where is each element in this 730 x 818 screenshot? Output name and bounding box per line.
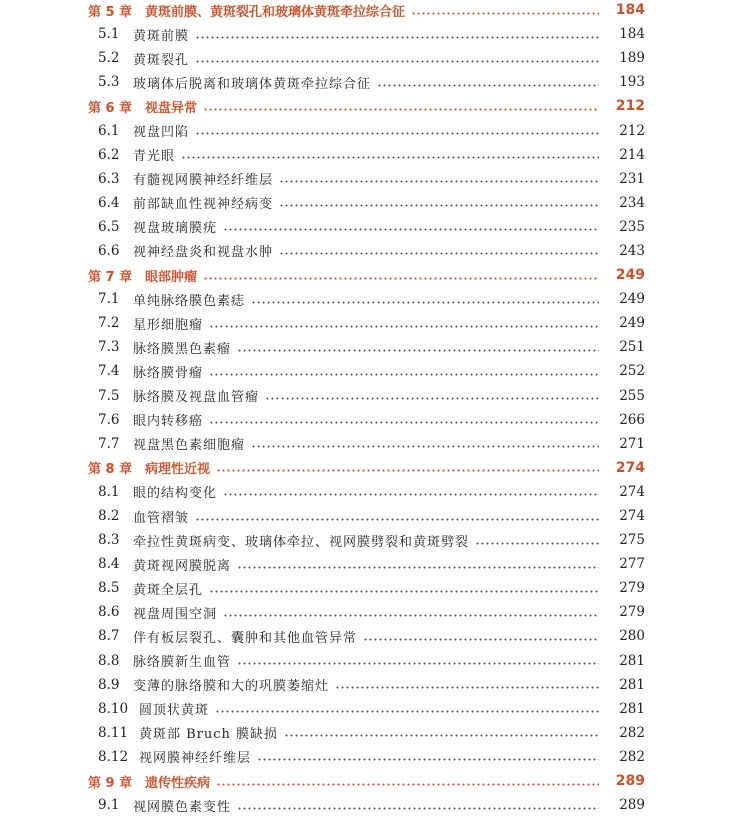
toc-item-row[interactable] (0, 384, 730, 408)
entry-title: 黄斑前膜、黄斑裂孔和玻璃体黄斑牵拉综合征 (145, 4, 406, 20)
page-number: 289 (615, 773, 645, 790)
entry-number: 8.9 (98, 676, 120, 693)
dot-leader (195, 518, 599, 521)
entry-number: 7.4 (98, 363, 120, 380)
dot-leader (216, 469, 599, 472)
dot-leader (209, 325, 599, 328)
entry-title: 眼的结构变化 (133, 486, 218, 502)
entry-title: 星形细胞瘤 (133, 317, 204, 333)
entry-number: 8.3 (98, 532, 120, 549)
entry-title: 有髓视网膜神经纤维层 (133, 173, 274, 189)
dot-leader (237, 807, 599, 810)
dot-leader (411, 12, 599, 15)
entry-number: 5.2 (98, 50, 120, 67)
page-number: 251 (619, 339, 645, 356)
entry-number: 第 9 章 (88, 775, 133, 791)
toc-chapter-row[interactable] (0, 456, 730, 480)
page-number: 281 (619, 700, 645, 717)
dot-leader (209, 590, 599, 593)
dot-leader (237, 349, 599, 352)
dot-leader (284, 734, 599, 737)
page-number: 193 (619, 74, 645, 91)
dot-leader (215, 710, 599, 713)
page-number: 243 (619, 242, 645, 259)
dot-leader (203, 108, 599, 111)
toc-chapter-row[interactable] (0, 263, 730, 287)
entry-title: 黄斑部 Bruch 膜缺损 (139, 727, 279, 743)
entry-number: 8.1 (98, 483, 120, 500)
page-number: 266 (619, 411, 645, 428)
dot-leader (203, 277, 599, 280)
toc-item-row[interactable] (0, 528, 730, 552)
entry-title: 眼内转移癌 (133, 414, 204, 430)
dot-leader (237, 662, 599, 665)
toc-item-row[interactable] (0, 649, 730, 673)
entry-title: 单纯脉络膜色素痣 (133, 293, 246, 309)
entry-number: 7.7 (98, 435, 120, 452)
dot-leader (195, 132, 599, 135)
dot-leader (279, 252, 599, 255)
toc-item-row[interactable] (0, 697, 730, 721)
entry-title: 变薄的脉络膜和大的巩膜萎缩灶 (133, 679, 330, 695)
entry-number: 5.1 (98, 26, 120, 43)
dot-leader (195, 36, 599, 39)
page-number: 282 (619, 724, 645, 741)
page-number: 184 (619, 26, 645, 43)
page-number: 231 (619, 170, 645, 187)
entry-number: 8.11 (98, 724, 129, 741)
toc-item-row[interactable] (0, 793, 730, 817)
page-number: 281 (619, 652, 645, 669)
page-number: 274 (619, 508, 645, 525)
toc-item-row[interactable] (0, 143, 730, 167)
page-number: 234 (619, 194, 645, 211)
toc-item-row[interactable] (0, 239, 730, 263)
toc-item-row[interactable] (0, 600, 730, 624)
toc-chapter-row[interactable] (0, 769, 730, 793)
entry-number: 8.12 (98, 748, 129, 765)
page-number: 212 (619, 122, 645, 139)
entry-title: 前部缺血性视神经病变 (133, 197, 274, 213)
entry-number: 7.5 (98, 387, 120, 404)
entry-number: 7.1 (98, 291, 120, 308)
toc-chapter-row[interactable] (0, 0, 730, 22)
dot-leader (265, 397, 599, 400)
entry-number: 7.2 (98, 315, 120, 332)
toc-item-row[interactable] (0, 287, 730, 311)
page-number: 279 (619, 580, 645, 597)
entry-number: 第 7 章 (88, 269, 133, 285)
toc-item-row[interactable] (0, 70, 730, 94)
entry-number: 6.2 (98, 146, 120, 163)
entry-title: 青光眼 (133, 149, 176, 165)
page-number: 274 (619, 483, 645, 500)
toc-item-row[interactable] (0, 721, 730, 745)
entry-number: 6.4 (98, 194, 120, 211)
page-number: 184 (615, 2, 645, 19)
page-number: 214 (619, 146, 645, 163)
entry-number: 6.1 (98, 122, 120, 139)
toc-item-row[interactable] (0, 576, 730, 600)
entry-number: 9.1 (98, 797, 120, 814)
dot-leader (195, 60, 599, 63)
toc-item-row[interactable] (0, 22, 730, 46)
toc-item-row[interactable] (0, 167, 730, 191)
entry-title: 脉络膜骨瘤 (133, 365, 204, 381)
entry-title: 脉络膜及视盘血管瘤 (133, 390, 260, 406)
entry-title: 黄斑裂孔 (133, 52, 190, 68)
entry-title: 病理性近视 (145, 462, 211, 478)
toc-item-row[interactable] (0, 432, 730, 456)
page-number: 255 (619, 387, 645, 404)
page-number: 189 (619, 50, 645, 67)
entry-title: 脉络膜新生血管 (133, 655, 232, 671)
toc-item-row[interactable] (0, 673, 730, 697)
page-number: 249 (615, 267, 645, 284)
page-number: 281 (619, 676, 645, 693)
entry-title: 视网膜色素变性 (133, 799, 232, 815)
toc-item-row[interactable] (0, 311, 730, 335)
entry-number: 7.6 (98, 411, 120, 428)
dot-leader (251, 445, 599, 448)
entry-number: 7.3 (98, 339, 120, 356)
entry-title: 牵拉性黄斑病变、玻璃体牵拉、视网膜劈裂和黄斑劈裂 (133, 534, 470, 550)
entry-title: 伴有板层裂孔、囊肿和其他血管异常 (133, 630, 358, 646)
entry-title: 视网膜神经纤维层 (139, 751, 252, 767)
entry-title: 视盘玻璃膜疣 (133, 221, 218, 237)
entry-title: 视盘黑色素细胞瘤 (133, 438, 246, 454)
entry-number: 8.10 (98, 700, 129, 717)
dot-leader (223, 614, 599, 617)
page-number: 289 (619, 797, 645, 814)
page-number: 249 (619, 291, 645, 308)
dot-leader (237, 566, 599, 569)
toc-item-row[interactable] (0, 745, 730, 769)
dot-leader (257, 758, 599, 761)
dot-leader (209, 421, 599, 424)
dot-leader (216, 783, 599, 786)
entry-number: 第 6 章 (88, 100, 133, 116)
entry-number: 6.5 (98, 218, 120, 235)
toc-item-row[interactable] (0, 191, 730, 215)
page-number: 249 (619, 315, 645, 332)
toc-item-row[interactable] (0, 504, 730, 528)
toc-item-row[interactable] (0, 480, 730, 504)
entry-number: 8.5 (98, 580, 120, 597)
entry-title: 黄斑前膜 (133, 28, 190, 44)
toc-item-row[interactable] (0, 118, 730, 142)
entry-number: 第 5 章 (88, 4, 133, 20)
entry-title: 眼部肿瘤 (145, 269, 198, 285)
entry-number: 8.4 (98, 556, 120, 573)
dot-leader (279, 180, 599, 183)
dot-leader (475, 542, 599, 545)
dot-leader (363, 638, 599, 641)
entry-number: 5.3 (98, 74, 120, 91)
dot-leader (181, 156, 599, 159)
entry-number: 第 8 章 (88, 462, 133, 478)
entry-title: 视神经盘炎和视盘水肿 (133, 245, 274, 261)
toc-item-row[interactable] (0, 552, 730, 576)
toc-item-row[interactable] (0, 215, 730, 239)
dot-leader (209, 373, 599, 376)
dot-leader (377, 84, 599, 87)
page-number: 275 (619, 532, 645, 549)
entry-title: 脉络膜黑色素瘤 (133, 341, 232, 357)
entry-number: 8.8 (98, 652, 120, 669)
page-number: 271 (619, 435, 645, 452)
entry-title: 视盘周围空洞 (133, 606, 218, 622)
entry-title: 圆顶状黄斑 (139, 703, 210, 719)
entry-number: 8.6 (98, 604, 120, 621)
page-number: 252 (619, 363, 645, 380)
page-number: 235 (619, 218, 645, 235)
page-number: 279 (619, 604, 645, 621)
page-number: 280 (619, 628, 645, 645)
entry-number: 8.7 (98, 628, 120, 645)
entry-title: 黄斑视网膜脱离 (133, 558, 232, 574)
entry-number: 8.2 (98, 508, 120, 525)
toc-chapter-row[interactable] (0, 94, 730, 118)
toc-item-row[interactable] (0, 624, 730, 648)
dot-leader (223, 493, 599, 496)
toc-item-row[interactable] (0, 335, 730, 359)
entry-title: 黄斑全层孔 (133, 582, 204, 598)
dot-leader (223, 228, 599, 231)
toc-item-row[interactable] (0, 408, 730, 432)
entry-title: 视盘凹陷 (133, 125, 190, 141)
page-number: 277 (619, 556, 645, 573)
dot-leader (251, 301, 599, 304)
entry-title: 血管褶皱 (133, 510, 190, 526)
entry-title: 遗传性疾病 (145, 775, 211, 791)
entry-title: 视盘异常 (145, 100, 198, 116)
toc-item-row[interactable] (0, 46, 730, 70)
dot-leader (335, 686, 599, 689)
entry-number: 6.6 (98, 242, 120, 259)
entry-title: 玻璃体后脱离和玻璃体黄斑牵拉综合征 (133, 76, 372, 92)
entry-number: 6.3 (98, 170, 120, 187)
page-number: 282 (619, 748, 645, 765)
page-number: 274 (615, 459, 645, 476)
dot-leader (279, 204, 599, 207)
toc-item-row[interactable] (0, 359, 730, 383)
page-number: 212 (615, 98, 645, 115)
